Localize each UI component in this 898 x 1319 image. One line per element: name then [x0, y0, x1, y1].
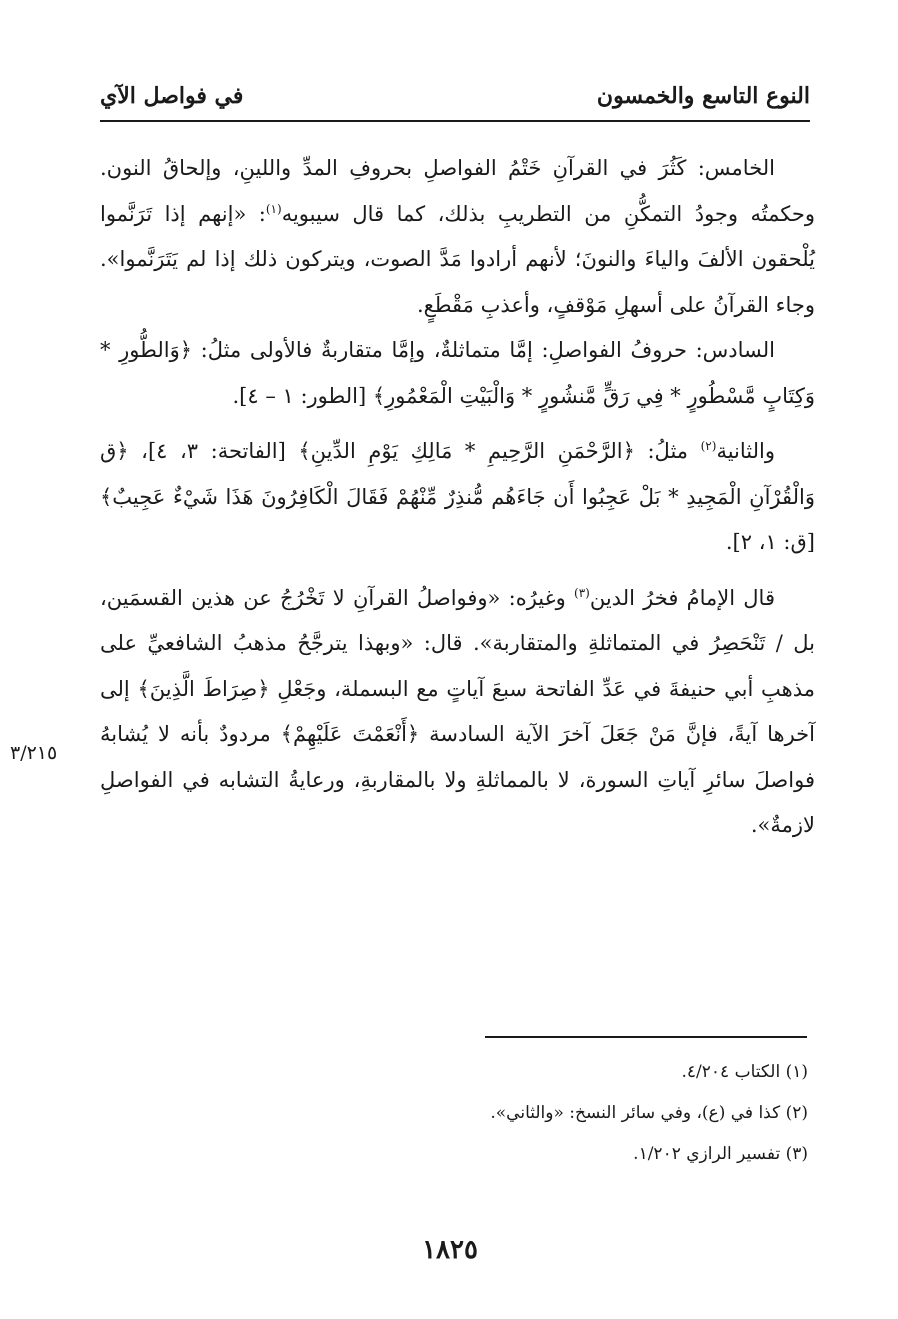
- header-rule: [100, 120, 810, 122]
- page-number: ١٨٢٥: [422, 1235, 478, 1265]
- margin-page-reference: ٣/٢١٥: [10, 742, 58, 764]
- paragraph-text-tail: : «إنهم إذا تَرَنَّموا يُلْحقون الألفَ والياءَ والنونَ؛ لأنهم أرادوا مَدَّ الصوت، ويتركون ذلك إذا لم يَتَرَنَّموا». وجاء القرآنُ على أسهلِ مَوْقفٍ، وأعذبِ مَقْطَعٍ.: [100, 201, 815, 317]
- paragraph-text-tail: مثلُ: ﴿الرَّحْمَنِ الرَّحِيمِ * مَالِكِ يَوْمِ الدِّينِ﴾ [الفاتحة: ٣، ٤]، ﴿ق وَالْقُرْآنِ الْمَجِيدِ * بَلْ عَجِبُوا أَن جَاءَهُم مُّنذِرٌ مِّنْهُمْ فَقَالَ الْكَافِرُونَ هَذَا شَيْءٌ عَجِيبٌ﴾ [ق: ١، ٢].: [100, 439, 815, 554]
- paragraph-fifth: [100, 146, 815, 328]
- paragraph-imam-quote: [100, 576, 815, 849]
- paragraph-text: قال الإمامُ فخرُ الدين: [589, 585, 775, 610]
- main-text: [100, 146, 815, 849]
- footnote-3: (٣) تفسير الرازي ١/٢٠٢.: [633, 1144, 808, 1164]
- footnote-ref-3: (٣): [574, 585, 590, 600]
- paragraph-second-type: [100, 429, 815, 566]
- footnote-ref-1: (١): [265, 201, 282, 216]
- footnote-1: (١) الكتاب ٤/٢٠٤.: [681, 1062, 808, 1082]
- section-title: في فواصل الآي: [100, 83, 244, 109]
- chapter-title: النوع التاسع والخمسون: [596, 83, 810, 109]
- paragraph-text: والثانية: [716, 439, 775, 463]
- paragraph-sixth: [100, 328, 815, 419]
- paragraph-text-tail: وغيرُه: «وفواصلُ القرآنِ لا تَخْرُجُ عن هذين القسمَين، بل / تَنْحَصِرُ في المتماثلةِ والمتقاربة». قال: «وبهذا يترجَّحُ مذهبُ الشافعيِّ على مذهبِ أبي حنيفةَ في عَدِّ الفاتحة سبعَ آياتٍ مع البسملة، وجَعْلِ ﴿صِرَاطَ الَّذِينَ﴾ إلى آخرها آيةً، فإنَّ مَنْ جَعَلَ آخرَ الآية السادسة ﴿أَنْعَمْتَ عَلَيْهِمْ﴾ مردودٌ بأنه لا يُشابهُ فواصلَ سائرِ آياتِ السورة، لا بالمماثلةِ ولا بالمقاربةِ، ورعايةُ التشابه في الفواصلِ لازمةٌ».: [100, 585, 815, 837]
- footnote-rule: [485, 1036, 807, 1038]
- footnotes: [300, 1052, 808, 1175]
- paragraph-text: الخامس: كَثُرَ في القرآنِ خَتْمُ الفواصلِ بحروفِ المدِّ واللينِ، وإلحاقُ النون. وحكمتُه وجودُ التمكُّنِ من التطريبِ بذلك، كما قال سيبويه: [100, 156, 815, 226]
- paragraph-text: السادس: حروفُ الفواصلِ: إمَّا متماثلةٌ، وإمَّا متقاربةٌ فالأولى مثلُ: ﴿وَالطُّورِ * وَكِتَابٍ مَّسْطُورٍ * فِي رَقٍّ مَّنشُورٍ * وَالْبَيْتِ الْمَعْمُورِ﴾ [الطور: ١ – ٤].: [100, 338, 815, 408]
- footnote-ref-2: (٢): [700, 439, 717, 453]
- running-header: [100, 78, 810, 118]
- footnote-2: (٢) كذا في (ع)، وفي سائر النسخ: «والثاني».: [490, 1103, 808, 1123]
